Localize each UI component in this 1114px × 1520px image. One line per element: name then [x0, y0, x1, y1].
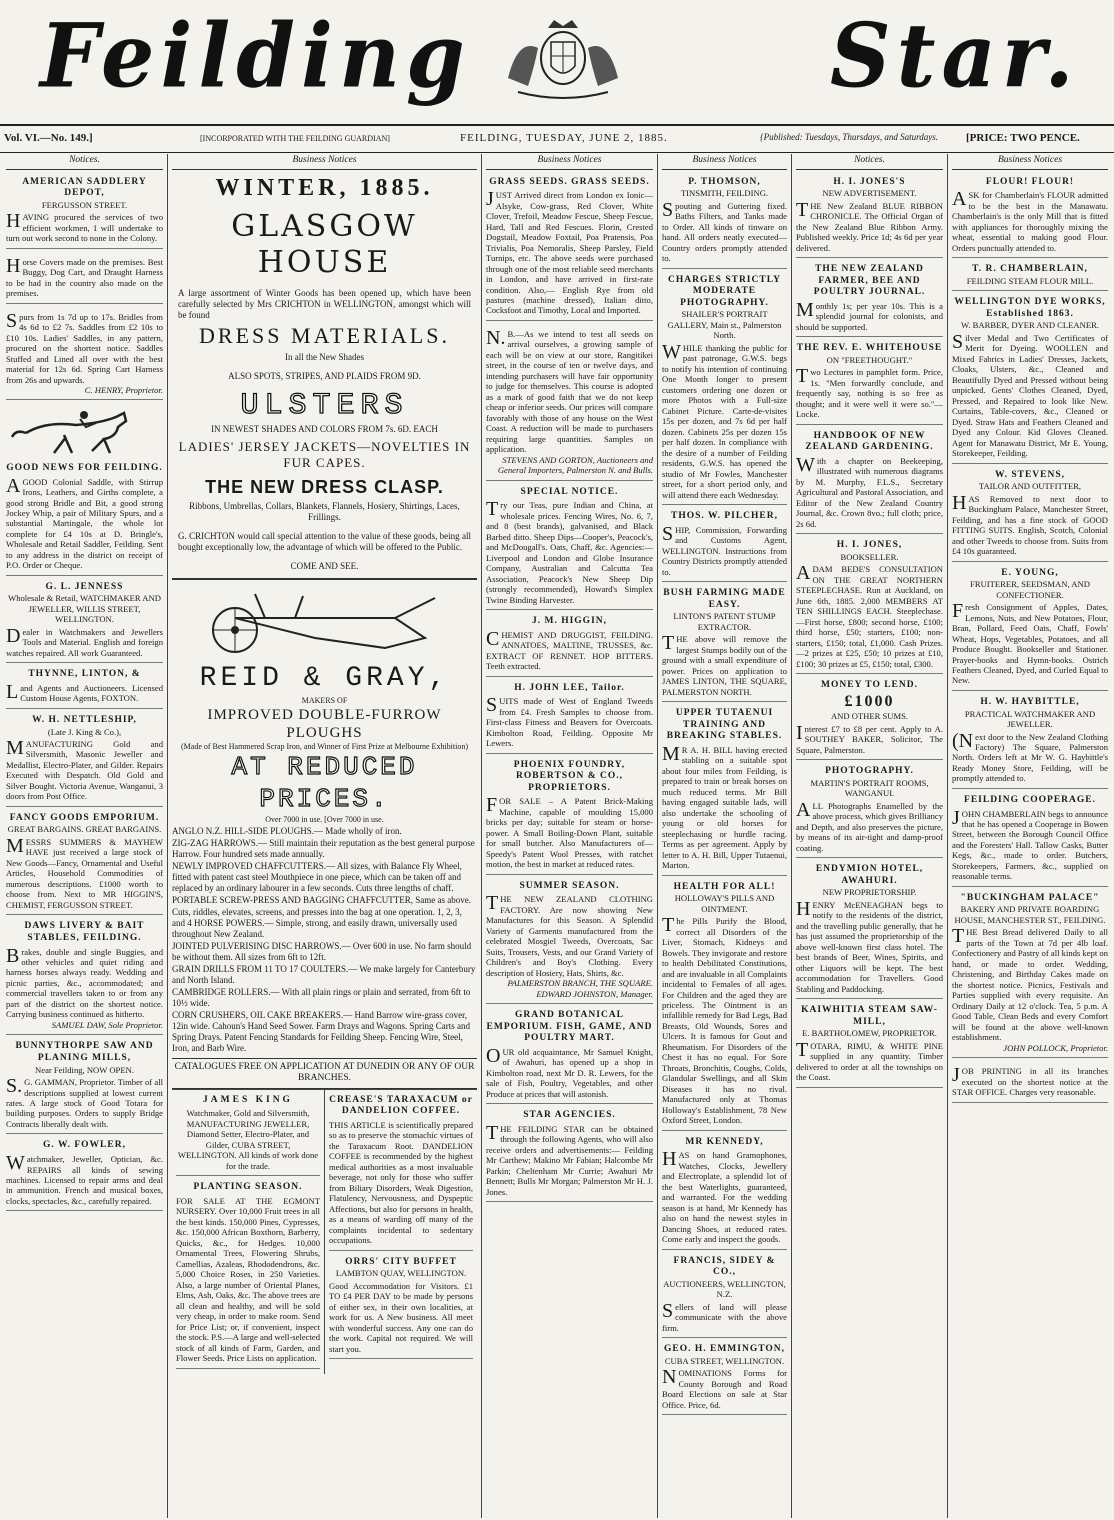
- dateline: [0, 124, 1114, 153]
- ad-subheading: BAKERY AND PRIVATE BOARDING HOUSE, MANCHESTER ST., FEILDING.: [954, 904, 1106, 925]
- incorporated-note: [INCORPORATED WITH THE FEILDING GUARDIAN]: [200, 134, 390, 143]
- ad-heading: MONEY TO LEND.: [821, 680, 918, 691]
- ad-large-figure: £1000: [844, 692, 895, 710]
- ulsters-heading: ULSTERS: [240, 388, 409, 423]
- advertisement: [796, 677, 943, 760]
- ad-heading: J. M. HIGGIN,: [531, 616, 607, 627]
- ad-subheading: NEW ADVERTISEMENT.: [822, 188, 917, 199]
- ad-subheading: FRUITERER, SEEDSMAN, AND CONFECTIONER.: [970, 579, 1090, 600]
- ad-body: HAVING procured the services of two efficient workmen, I will undertake to turn out work second to none in the Colony.: [6, 210, 163, 244]
- ad-body: JOB PRINTING in all its branches executed on the shortest notice at the STAR OFFICE. Charges very reasonable.: [952, 1064, 1108, 1098]
- ad-heading: G. L. JENNESS: [45, 581, 124, 592]
- ad-body: Watchmaker, Jeweller, Optician, &c. REPAIRS all kinds of sewing machines. Licensed to repair arms and deal in ammunition. French and musical boxes, clocks, spectacles, &c., carefully repaired.: [6, 1152, 163, 1206]
- ad-body: With a chapter on Beekeeping, illustrated with numerous diagrams by M. Murphy, F.L.S., Secretary Agricultural and Pastoral Association, and Editor of the New Zealand Country Journal, &c. Crown 8vo.; full cloth; price, 2s 6d.: [796, 453, 943, 529]
- advertisement: [952, 694, 1108, 789]
- advertisement: [6, 1038, 163, 1134]
- column-5-ads: [796, 174, 943, 1088]
- advertisement: [486, 324, 653, 481]
- new-shades-text: In all the New Shades: [285, 351, 364, 362]
- advertisement: [796, 174, 943, 258]
- column-heading: Business Notices: [486, 154, 653, 170]
- ad-body: TOTARA, RIMU, & WHITE PINE supplied in any quantity. Timber delivered to order at all the townships on the Coast.: [796, 1038, 943, 1083]
- price: [PRICE: TWO PENCE.: [966, 132, 1080, 144]
- lower-right: [325, 1090, 477, 1374]
- reid-gray-ad: [172, 578, 477, 1089]
- ad-heading: THE NEW ZEALAND FARMER, BEE AND POULTRY JOURNAL.: [813, 264, 926, 298]
- ad-heading: HEALTH FOR ALL!: [673, 881, 776, 892]
- column-heading: Business Notices: [952, 154, 1108, 170]
- ad-subheading: CUBA STREET, WELLINGTON.: [664, 1355, 785, 1366]
- ad-body: MESSRS SUMMERS & MAYHEW HAVE just received a large stock of New Goods—Fancy, Ornamental and Useful Articles, Household Commodities of numerous descriptions. £1000 worth to choose from. Next to MR HIGGIN'S, CHEMIST, FERGUSSON STREET.: [6, 834, 163, 910]
- ad-body: MANUFACTURING Gold and Silversmith, Masonic Jeweller and Medallist, Electro-Plater, and Gilder. Repairs Executed with Despatch. Old Gold and Silver Bought. Victoria Avenue, Wanganui, 3 doors from Post Office.: [6, 737, 163, 802]
- advertisement: [796, 340, 943, 424]
- ad-heading: CHARGES STRICTLY MODERATE PHOTOGRAPHY.: [667, 274, 782, 308]
- over-7000-note: Over 7000 in use. [Over 7000 in use.: [265, 815, 384, 825]
- ad-subheading: FERGUSSON STREET.: [41, 199, 128, 210]
- ad-heading: H. I. JONES'S: [833, 176, 906, 187]
- ad-heading: GOOD NEWS FOR FEILDING.: [6, 462, 163, 473]
- masthead-title-left: Feilding: [40, 3, 471, 108]
- ad-heading: GRASS SEEDS. GRASS SEEDS.: [489, 176, 650, 187]
- crichton-closing: G. CRICHTON would call special attention to the value of these goods, being all bought exceptionally low, the advantage of which will be offered to the Public.: [178, 530, 471, 552]
- column-6-ads: [952, 174, 1108, 1103]
- ad-heading: G. W. FOWLER,: [43, 1140, 126, 1151]
- column-3: [482, 154, 658, 1518]
- advertisement: [796, 763, 943, 858]
- advertisement: [486, 613, 653, 677]
- ad-heading: MR KENNEDY,: [685, 1136, 764, 1147]
- ad-heading: UPPER TUTAENUI TRAINING AND BREAKING STABLES.: [666, 708, 783, 742]
- advertisement: [662, 585, 787, 702]
- reid-items-list: [172, 826, 477, 1053]
- ad-heading: DAWS LIVERY & BAIT STABLES, FEILDING.: [24, 921, 145, 943]
- columns: [2, 154, 1112, 1518]
- column-4: [658, 154, 792, 1518]
- ulsters-subtext: IN NEWEST SHADES AND COLORS FROM 7s. 6D. EACH: [211, 424, 438, 435]
- dress-materials-heading: DRESS MATERIALS.: [199, 322, 450, 348]
- james-king-ad: [176, 1092, 320, 1176]
- column-5: [792, 154, 948, 1518]
- ad-heading: GRAND BOTANICAL EMPORIUM. FISH, GAME, AND POULTRY MART.: [486, 1010, 653, 1044]
- ad-heading: HANDBOOK OF NEW ZEALAND GARDENING.: [805, 430, 934, 453]
- reid-item: GRAIN DRILLS FROM 11 TO 17 COULTERS.— We make largely for Canterbury and North Island.: [172, 963, 476, 985]
- misc-goods-text: Ribbons, Umbrellas, Collars, Blankets, Flannels, Hosiery, Shirtings, Laces, Frillings.: [189, 500, 460, 522]
- ad-signature: SAMUEL DAW, Sole Proprietor.: [51, 1019, 163, 1030]
- place-and-date: FEILDING, TUESDAY, JUNE 2, 1885.: [460, 132, 668, 144]
- column-1: [2, 154, 168, 1518]
- ad-subheading: GREAT BARGAINS. GREAT BARGAINS.: [7, 824, 162, 835]
- advertisement: [662, 508, 787, 582]
- column-heading: Business Notices: [172, 154, 477, 170]
- catalogues-note: CATALOGUES FREE ON APPLICATION AT DUNEDIN OR ANY OF OUR BRANCHES.: [172, 1058, 477, 1089]
- advertisement: [662, 1134, 787, 1250]
- advertisement: [486, 680, 653, 754]
- ad-heading: THE REV. E. WHITEHOUSE: [796, 343, 943, 354]
- ad-subheading: FEILDING STEAM FLOUR MILL.: [966, 275, 1094, 286]
- ad-body: Spouting and Guttering fixed. Baths Filters, and Tanks made to Order. All kinds of tinware on hand. All orders neatly executed—Country orders promptly attended to.: [662, 198, 787, 264]
- winter-heading: WINTER, 1885.: [215, 174, 434, 201]
- column-4-ads: [662, 174, 787, 1416]
- reid-item: NEWLY IMPROVED CHAFFCUTTERS.— All sizes, with Balance Fly Wheel, fitted with patent cast steel Mouthpiece in one piece, which can be taken off and replaced by an ordinary labourer in a few seconds. Cuts three lengths of chaff.: [172, 861, 462, 894]
- reid-item: ZIG-ZAG HARROWS.— Still maintain their reputation as the best general purpose Harrow. Four hundred sets made annually.: [172, 838, 475, 860]
- column-2: [168, 154, 482, 1518]
- ad-body: JOHN CHAMBERLAIN begs to announce that he has opened a Cooperage in Bowen Street, between the Borough Council Office and the Foresters' Hall. Tallow Casks, Butter Kegs, &c., made to order. Butchers, Storekeepers, Farmers, &c., supplied on reasonable terms.: [952, 806, 1108, 882]
- advertisement: [6, 579, 163, 663]
- ad-heading: FEILDING COOPERAGE.: [964, 794, 1096, 805]
- ad-body: WHILE thanking the public for past patronage, G.W.S. begs to notify his intention of continuing One Month longer to present customers ordering one dozen or more Photos with a Full-size Cabinet Picture. Carte-de-visites 15s per dozen, and 7s 6d per half dozen. Cabinets 25s per dozen 15s per half dozen. In compliance with the desire of a number of Feilding residents, G.W.S. has opened the studio of Mr Fowles, Manchester street, for a short period only, and will attend there each Wednesday.: [662, 340, 787, 500]
- reid-item: JOINTED PULVERISING DISC HARROWS.— Over 600 in use. No farm should be without them. All sizes from 6ft to 12ft.: [172, 940, 472, 962]
- come-and-see: COME AND SEE.: [290, 560, 359, 571]
- ad-body: Horse Covers made on the premises. Best Buggy, Dog Cart, and Draught Harness to be had in the country also made on the premises.: [6, 254, 163, 299]
- advertisement: [662, 1253, 787, 1339]
- reid-gray-title: REID & GRAY,: [199, 662, 450, 694]
- advertisement: [952, 1061, 1108, 1102]
- ad-heading: BUNNYTHORPE SAW AND PLANING MILLS,: [15, 1041, 154, 1063]
- advertisement: [796, 537, 943, 674]
- ad-body: SUITS made of West of England Tweeds from £4. Fresh Samples to choose from. First-class Fitness and Beavers for Overcoats. Kimbolton Road, Feilding. Opposite Mr Lewers.: [486, 694, 653, 749]
- ad-subheading: HOLLOWAY'S PILLS AND OINTMENT.: [674, 893, 775, 914]
- ad-body: SHIP, Commission, Forwarding and Customs Agent, WELLINGTON. Instructions from Country Districts promptly attended to.: [662, 522, 787, 577]
- advertisement: [6, 252, 163, 304]
- ad-heading: THOS. W. PILCHER,: [670, 511, 778, 521]
- ad-signature: STEVENS AND GORTON, Auctioneers and General Importers, Palmerston N. and Bulls.: [497, 454, 653, 476]
- ad-body: FOR SALE – A Patent Brick-Making Machine, capable of moulding 15,000 bricks per day; suitable for steam or horse-power. A Small Boiling-Down Plant, suitable for small butcher. Also Manufacturers of—Speedy's Patent Wool Presses, with ratchet motion, the best in market at reduced rates.: [486, 794, 653, 870]
- ad-body: HENRY McENEAGHAN begs to notify to the residents of the district, and the travelling public generally, that he has just assumed the proprietorship of the above well-known first class hotel. The best brands of Beer, Wines, Spirits, and other Liquors will be kept. The best accommodation for Travellers. Good Stabling and Paddocking.: [796, 897, 943, 994]
- ad-subheading: MARTIN'S PORTRAIT ROOMS, WANGANUI.: [810, 777, 929, 799]
- masthead: [0, 0, 1114, 118]
- ad-heading: SUMMER SEASON.: [519, 880, 620, 891]
- ad-body: Two Lectures in pamphlet form. Price, 1s. "Men forwardly conclude, and frequently say, nothing is so free as thought; and it were well it were so."—Locke.: [796, 365, 943, 420]
- ad-signature: PALMERSTON BRANCH, THE SQUARE. EDWARD JOHNSTON, Manager.: [507, 978, 653, 999]
- ad-subheading: LINTON'S PATENT STUMP EXTRACTOR.: [673, 611, 776, 632]
- ad-heading: H. JOHN LEE, Tailor.: [514, 682, 625, 693]
- dress-clasp-heading: THE NEW DRESS CLASP.: [205, 476, 444, 497]
- column-heading: Notices.: [6, 154, 163, 170]
- ad-heading: SPECIAL NOTICE.: [520, 486, 619, 497]
- ad-subheading: PRACTICAL WATCHMAKER AND JEWELLER.: [964, 708, 1096, 730]
- ad-body: Good Accommodation for Visitors. £1 TO £4 PER DAY to be made by persons of either sex, in their own localities, at work for us. A New business. All meet with wonderful success. Any one can do the work. Capital not required. We will start you.: [329, 1280, 473, 1354]
- ad-heading: PHOENIX FOUNDRY, ROBERTSON & CO., PROPRIETORS.: [513, 759, 626, 793]
- ad-subheading: ON "FREETHOUGHT.": [826, 354, 913, 365]
- advertisement: [6, 307, 163, 401]
- advertisement: [662, 174, 787, 269]
- ad-body: The Pills Purify the Blood, correct all Disorders of the Liver, Stomach, Kidneys and Bowels. They invigorate and restore to health Debilitated Constitutions, and are invaluable in all Complaints incidental to Females of all ages. For Children and the aged they are priceless. The Ointment is an infallible remedy for Bad Legs, Bad Breasts, Old Wounds, Sores and Ulcers. It is famous for Gout and Rheumatism. For Disorders of the Chest it has no equal. For Sore Throats, Bronchitis, Coughs, Colds, Glandular Swellings, and all Skin Diseases it has no rival. Manufactured only at Thomas Holloway's Establishment, 78 New Oxford Street, London.: [662, 914, 787, 1126]
- advertisement: [486, 878, 653, 1004]
- advertisement: [486, 1107, 653, 1202]
- advertisement: [952, 565, 1108, 691]
- reid-item: CORN CRUSHERS, OIL CAKE BREAKERS.— Hand Barrow wire-grass cover, 12in wide. Cahoun's Hand Seed Sower. Farm Drays and Wagons. Spring Carts and Spring Drays. Patent Fencing Standards for Feilding Sheep. Fencing Wire, Steel, Iron, and Barb Wire.: [172, 1009, 470, 1053]
- ad-body: THE above will remove the largest Stumps bodily out of the ground with a small expenditure of power. Prices on application to JAMES LINTON, THE SQUARE, PALMERSTON NORTH.: [662, 632, 787, 697]
- ad-heading: GEO. H. EMMINGTON,: [663, 1344, 785, 1355]
- ad-body: ASK for Chamberlain's FLOUR admitted to be the best in the Manawatu. Chamberlain's is the only Mill that is fitted with appliances for thoroughly mixing the wheat, essential to making good Flour. Orders punctually attended to.: [952, 188, 1108, 253]
- ad-heading: KAIWHITIA STEAM SAW-MILL,: [801, 1005, 938, 1027]
- column-3-ads: [486, 174, 653, 1203]
- ad-heading: WELLINGTON DYE WORKS, Established 1863.: [954, 297, 1106, 319]
- ad-body: Try our Teas, pure Indian and China, at wholesale prices. Fencing Wires, No. 6, 7, and 8 (best brands), galvanised, and Black Barbed ditto. Sheep Dips—Cooper's, Peacock's, and McDougall's. Oats, Chaff, &c. Agencies:—Liverpool and London and Globe Insurance Company, Australian and Calcutta Tea Association, Peacock's New Sheep Dip (strongly recommended), Howard's Simplex Twine Binding Harvester.: [486, 498, 653, 605]
- horse-and-jockey-icon: [6, 403, 156, 457]
- ad-heading: H. I. JONES,: [836, 540, 903, 551]
- makers-of: MAKERS OF: [301, 695, 348, 705]
- advertisement: [952, 792, 1108, 887]
- ad-heading: FRANCIS, SIDEY & CO.,: [673, 1255, 776, 1278]
- volume-number: Vol. VI.—No. 149.]: [4, 132, 93, 144]
- ad-signature: C. HENRY, Proprietor.: [84, 385, 163, 395]
- ad-body: FOR SALE AT THE EGMONT NURSERY. Over 10,000 Fruit trees in all the best kinds. 150,000 Pines, Cypresses, &c. 150,000 African Boxthorn, Barberry, Quicks, &c., for Hedges. 10,000 Ornamental Trees, Flowering Shrubs, Camellias, Azaleas, Rhododendrons, &c. 5,000 Choice Roses, in 250 Varieties. Also, a large number of Oriental Planes, Elms, Ash, Oaks, &c. The above trees are all clean and healthy, and will be sold very cheap, in order to make room. Send for Price List; or, if convenient, inspect the stock. P.S.—A large and well-selected stock of all kinds of Farm, Garden, and Flower Seeds. Price Lists on application.: [176, 1195, 320, 1364]
- ad-subheading: AUCTIONEERS, WELLINGTON, N.Z.: [663, 1278, 786, 1300]
- advertisement: [486, 757, 653, 875]
- advertisement: [796, 1002, 943, 1088]
- ad-body: AGOOD Colonial Saddle, with Stirrup Irons, Leathers, and Girths complete, a good strong Bridle and Bit, a good strong Jockey Whip, a pair of Military Spurs, and a substantial Martingale, the whole lot complete for £4 10s at D. Bringle's, Wholesale and Retail Saddler, Feilding. Sent to any address in the district on receipt of P.O. Order or Cheque.: [6, 474, 163, 571]
- ad-heading: PLANTING SEASON.: [193, 1182, 303, 1193]
- ad-heading: BUSH FARMING MADE EASY.: [663, 588, 786, 610]
- masthead-title-right: Star.: [830, 3, 1080, 108]
- advertisement: [796, 861, 943, 999]
- column-2-lower: [172, 1089, 477, 1374]
- column-heading: Notices.: [796, 154, 943, 170]
- ad-heading: STAR AGENCIES.: [523, 1110, 616, 1121]
- ad-subheading: NEW PROPRIETORSHIP.: [822, 887, 917, 898]
- reid-item: Cuts, riddles, elevates, screens, and presses into the bag at one operation. 1, 2, 3, and 4 HORSE POWERS.— Simple, strong, and easily drawn, universally used throughout New Zealand.: [172, 907, 462, 939]
- advertisement: [6, 174, 163, 249]
- ad-subheading: E. BARTHOLOMEW, PROPRIETOR.: [802, 1028, 937, 1039]
- ad-body: Fresh Consignment of Apples, Dates, Lemons, Nuts, and New Potatoes, Flour, Bran, Pollard, Feed Oats, Chaff, Fowls' Wheat, Hops, Vegetables, Potatoes, and all Produce Bought. Bookseller and Stationer. Prayer-books and Hymn-books. Ostrich Feathers Cleaned, Dyed, and Curled Equal to New.: [952, 600, 1108, 686]
- ad-heading: W. H. NETTLESHIP,: [32, 714, 137, 725]
- crease-taraxacum-ad: [329, 1092, 473, 1251]
- ad-heading: ORRS' CITY BUFFET: [345, 1256, 457, 1267]
- ad-heading: ENDYMION HOTEL, AWAHURI.: [815, 864, 924, 886]
- ad-body: Sellers of land will please communicate with the above firm.: [662, 1299, 787, 1333]
- glasgow-house-ad: [172, 174, 477, 572]
- reid-item: ANGLO N.Z. HILL-SIDE PLOUGHS.— Made wholly of iron.: [172, 826, 402, 837]
- ad-heading: AMERICAN SADDLERY DEPOT,: [22, 176, 147, 199]
- ad-body: THIS ARTICLE is scientifically prepared so as to preserve the stomachic virtues of the Taraxacum Root. DANDELION COFFEE is recommended by the highest medical authorities as a most invaluable beverage, not only for those who suffer from Biliary Disorders, Weak Digestion, Flatulency, Nervousness, and Dyspeptic Affections, but also for persons in health, as a means of warding off many of the complaints incidental to sedentary occupations.: [329, 1119, 473, 1246]
- ad-body: HAS Removed to next door to Buckingham Palace, Manchester Street, Feilding, and has a fine stock of GOOD FITTING SUITS. English, Scotch, Colonial and other Tweeds to choose from. Suits from £4 10s guaranteed.: [952, 491, 1108, 557]
- royal-coat-of-arms-icon: [488, 8, 638, 104]
- publication-days: {Published: Tuesdays, Thursdays, and Saturdays.: [760, 132, 939, 142]
- advertisement: [486, 1007, 653, 1104]
- ad-body: (Next door to the New Zealand Clothing Factory) The Square, Palmerston North. Orders left at Mr W. G. Haybittle's Ready Money Store, Feilding, will be promptly attended to.: [952, 729, 1108, 784]
- ad-subheading: TAILOR AND OUTFITTER,: [978, 481, 1082, 492]
- advertisement: [662, 1341, 787, 1415]
- advertisement: [952, 890, 1108, 1058]
- planting-season-ad: [176, 1179, 320, 1368]
- advertisement: [6, 712, 163, 807]
- column-1-ads: [6, 174, 163, 1212]
- ad-heading: FLOUR! FLOUR!: [985, 176, 1075, 187]
- ad-body: Brakes, double and single Buggies, and other vehicles and quiet riding and harness horses always ready. Wedding and picnic parties, &c., accommodated; and commercial travellers taken to or from any part of the district on the shortest notice. Carrying business continued as hitherto.: [6, 944, 163, 1020]
- advertisement: [486, 484, 653, 610]
- plough-illustration-icon: [195, 588, 455, 658]
- advertisement: [6, 1137, 163, 1211]
- ad-body: Monthly 1s; per year 10s. This is a splendid journal for colonists, and should be supported.: [796, 298, 943, 332]
- advertisement: [796, 428, 943, 535]
- orrs-buffet-ad: [329, 1254, 473, 1359]
- ad-heading: H. W. HAYBITTLE,: [980, 696, 1080, 707]
- ad-body: Watchmaker, Gold and Silversmith, MANUFACTURING JEWELLER, Diamond Setter, Electro-Plater, and Gilder, CUBA STREET, WELLINGTON. All kinds of work done for the trade.: [177, 1108, 319, 1171]
- ad-heading: JAMES KING: [203, 1094, 293, 1105]
- ad-body: Land Agents and Auctioneers. Licensed Custom House Agents, FOXTON.: [6, 680, 163, 704]
- advertisement: [952, 261, 1108, 291]
- ad-body: THE FEILDING STAR can be obtained through the following Agents, who will also receive orders and advertisements:— Feilding Mr Carthew; Makino Mr Fabian; Halcombe Mr Parkin; Cheltenham Mr Currie; Awahuri Mr Bennett; Bulls Mr Morgan; Palmerston Mr H. J. Jones.: [486, 1121, 653, 1197]
- advertisement: [952, 174, 1108, 258]
- advertisement: [952, 467, 1108, 562]
- ad-body: HAS on hand Gramophones, Watches, Clocks, Jewellery and Electroplate, a splendid lot of the best Waterlights, guaranteed, and warranted. For the wedding season is at hand, Mr Kennedy has also on hand the newest styles in Dancing Shoes, at reduced rates. Come early and inspect the goods.: [662, 1148, 787, 1245]
- ad-body: THE Best Bread delivered Daily to all parts of the Town at 7d per 4lb loaf. Confectionery and Pastry of all kinds kept on hand, or made to order. Wedding, Christening, and Birthday Cakes made on the shortest notice. Picnics, Festivals and Parties supplied with every requisite. An Ordinary Daily at 12 o'clock. Tea, 5 p.m. A Good Table, Clean Beds and every Comfort will be found at the above well-known establishment.: [952, 925, 1108, 1043]
- spots-text: ALSO SPOTS, STRIPES, AND PLAIDS FROM 9D.: [228, 370, 421, 381]
- ad-body: Silver Medal and Two Certificates of Merit for Dyeing. WOOLLEN and Mixed Fabrics in Ladies' Dresses, Jackets, Cloaks, Ulsters, &c., Cleaned and Beautifully Dyed and Pressed without being unpicked. Gents' Clothes Cleaned, Dyed, Pressed, and Repaired to look like New. Curtains, Table-covers, &c., Cleaned or Dyed. Straw Hats and Feathers Cleaned and Dyed any Colour. Kid Gloves Cleaned. Agent for Manawatu District, Mr E. Young, Storekeeper, Feilding.: [952, 330, 1108, 459]
- ad-heading: W. STEVENS,: [994, 469, 1066, 480]
- ad-body: JUST Arrived direct from London ex Ionic— Alsyke, Cow-grass, Red Clover, White Clover, Trefoil, Meadow Fescue, Sheep Fescue, Hard, Tall and Red Fescues. Florin, Crested Dogstail, Meadow Foxtail, Poa Pratensis, Poa Trivialis, Poa Nemoralis, Sheep Parsley, Field Turnips, etc. The above seeds were purchased through one of the most reliable seed merchants in London, and have arrived in first-rate condition. Also,— English Rye from old pastures (machine dressed), Italian ditto, Cocksfoot and Timothy, Local and Imported.: [486, 188, 653, 316]
- ad-heading: THYNNE, LINTON, &: [28, 669, 141, 680]
- advertisement: [662, 705, 787, 876]
- made-of-note: (Made of Best Hammered Scrap Iron, and Winner of First Prize at Melbourne Exhibition): [180, 742, 468, 752]
- reid-item: PORTABLE SCREW-PRESS AND BAGGING CHAFFCUTTER, Same as above.: [172, 895, 472, 906]
- ad-heading: T. R. CHAMBERLAIN,: [972, 264, 1088, 275]
- advertisement: [6, 460, 163, 576]
- ad-subheading: AND OTHER SUMS.: [830, 711, 909, 722]
- column-heading: Business Notices: [662, 154, 787, 170]
- reduced-prices-heading: AT REDUCED PRICES.: [231, 752, 418, 814]
- ad-body: S.G. GAMMAN, Proprietor. Timber of all descriptions supplied at lowest current rates. A large stock of Good Totara for building purposes. Orders to supply Bridge Contracts liberally dealt with.: [6, 1075, 163, 1129]
- ad-body: Spurs from 1s 7d up to 17s. Bridles from 4s 6d to £2 7s. Saddles from £2 10s to £10 10s. Ladies' Saddles, in any pattern, procured on the shortest notice. Saddles Stuffed and Lined all over with the best material for 12s 6d. Spring Cart Harness from 26s and upwards.: [6, 309, 163, 385]
- ad-subheading: (Late J. King & Co.),: [47, 726, 122, 737]
- ad-heading: P. THOMSON,: [688, 176, 761, 187]
- ad-heading: PHOTOGRAPHY.: [825, 766, 914, 777]
- ad-body: MR A. H. BILL having erected stabling on a suitable spot about four miles from Feilding, is prepared to train or break horses on much reduced terms. Mr Bill having engaged suitable lads, will also undertake the schooling of young or old horses for steeplechasing or hurdle racing. Terms as per agreement. Apply by letter to A. H. Bill, Upper Tutaenui, Marton.: [662, 742, 787, 871]
- lower-left: [172, 1090, 325, 1374]
- advertisement: [486, 174, 653, 321]
- ad-heading: "BUCKINGHAM PALACE": [960, 892, 1100, 903]
- ad-heading: E. YOUNG,: [1001, 567, 1059, 578]
- ad-body: NOMINATIONS Forms for County Borough and Road Board Elections on sale at Star Office. Price, 6d.: [662, 1366, 787, 1410]
- ad-body: Interest £7 to £8 per cent. Apply to A. SOUTHEY BAKER, Solicitor, The Square, Palmerston.: [796, 721, 943, 755]
- ad-subheading: BOOKSELLER.: [840, 551, 899, 562]
- advertisement: [6, 666, 163, 709]
- advertisement: [6, 918, 163, 1035]
- ad-heading: CREASE'S TARAXACUM or DANDELION COFFEE.: [329, 1094, 473, 1117]
- glasgow-house-title: GLASGOW HOUSE: [231, 208, 418, 281]
- ad-body: THE New Zealand BLUE RIBBON CHRONICLE. The Official Organ of the New Zealand Blue Ribbon Army. Published weekly. Price 1d; 4s 6d per year delivered.: [796, 198, 943, 253]
- advertisement: [6, 810, 163, 915]
- ad-body: THE NEW ZEALAND CLOTHING FACTORY. Are now showing New Manufactures for this Season. A Splendid Variety of Garments manufactured from the celebrated Mosgiel Tweeds, Overcoats, Sac Suits, Trousers, Vests, and our Grand Variety of Children's and Boy's Clothing. Every description of Hosiery, Hats, Shirts, &c.: [486, 892, 653, 978]
- ad-body: N.B.—As we intend to test all seeds on arrival ourselves, a growing sample of each will be on view at our store, Rangitikei street, in the course of ten or twelve days, and intending purchasers will have fair opportunity to judge for themselves. This course is adopted as a mark of good faith that we do not keep cheap or inferior seeds. Our prices will compare favorably with those of any house on the West Coast. A reduction will be made to purchasers requiring large quantities. Samples on application.: [486, 326, 653, 455]
- glasgow-intro: A large assortment of Winter Goods has been opened up, which have been carefully selected by Mrs CRICHTON in WELLINGTON, amongst which will be found: [178, 288, 471, 320]
- ad-subheading: LAMBTON QUAY, WELLINGTON.: [335, 1268, 467, 1279]
- ad-heading: FANCY GOODS EMPORIUM.: [9, 812, 160, 823]
- ad-body: Dealer in Watchmakers and Jewellers Tools and Material. English and foreign watches repaired. All work Guaranteed.: [6, 624, 163, 658]
- ad-subheading: Near Feilding, NOW OPEN.: [35, 1064, 134, 1075]
- ad-body: ADAM BEDE'S CONSULTATION ON THE GREAT NORTHERN STEEPLECHASE. Run at Auckland, on June 6th, 1885. 2,000 MEMBERS AT TEN SHILLINGS EACH. Steeplechase.—First horse, £800; second horse, £100; third horse, £50; starters, £100; non-starters, £150; total, £1,000. Cash Prizes.—2 prizes at £25, £50; 10 prizes at £10, £100; 30 prizes at £5, £150; total, £300.: [796, 562, 943, 669]
- advertisement: [796, 261, 943, 337]
- jackets-heading: LADIES' JERSEY JACKETS—NOVELTIES IN FUR CAPES.: [178, 439, 471, 471]
- reid-item: CAMBRIDGE ROLLERS.— With all plain rings or plain and serrated, from 6ft to 10½ wide.: [172, 986, 471, 1008]
- ad-subheading: TINSMITH, FEILDING.: [680, 188, 769, 199]
- ad-subheading: Wholesale & Retail, WATCHMAKER AND JEWELLER, WILLIS STREET, WELLINGTON.: [8, 593, 161, 625]
- advertisement: [662, 879, 787, 1131]
- ad-body: OUR old acquaintance, Mr Samuel Knight, of Awahuri, has opened up a shop in Kimbolton road, next Mr D. R. Lewers, for the sale of Fish, Poultry, Vegetables, and other Produce at prices that will astonish.: [486, 1044, 653, 1099]
- column-6: [948, 154, 1112, 1518]
- ad-body: ALL Photographs Enamelled by the above process, which gives Brilliancy and Depth, and also preserves the picture, by means of its air-tight and damp-proof coating.: [796, 798, 943, 853]
- advertisement: [662, 272, 787, 505]
- ad-subheading: SHAILER'S PORTRAIT GALLERY, Main st., Palmerston North.: [667, 309, 782, 341]
- ad-signature: JOHN POLLOCK, Proprietor.: [1003, 1042, 1108, 1053]
- ad-body: CHEMIST AND DRUGGIST, FEILDING. ANNATOES, MALTINE, TRUSSES, &c. EXTRACT OF RENNET. HOP BITTERS. Teeth extracted.: [486, 627, 653, 672]
- advertisement: [952, 294, 1108, 463]
- ad-subheading: W. BARBER, DYER AND CLEANER.: [961, 320, 1099, 331]
- ploughs-heading: IMPROVED DOUBLE-FURROW PLOUGHS: [207, 706, 442, 741]
